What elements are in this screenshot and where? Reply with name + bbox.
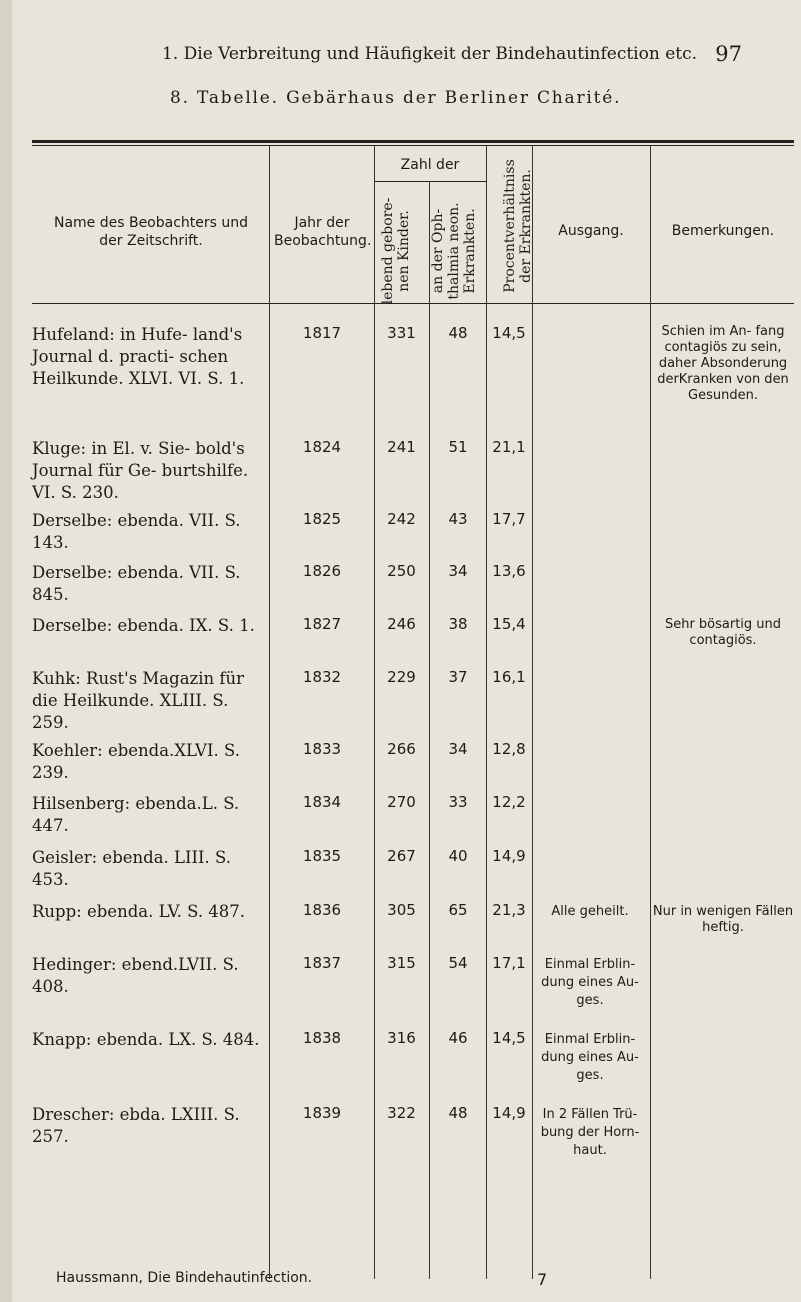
- top-thin-rule: [32, 145, 794, 146]
- percent-cell: 14,9: [492, 1104, 526, 1122]
- sick-cell: 37: [448, 668, 468, 686]
- year-cell: 1835: [302, 847, 342, 865]
- year-cell: 1826: [302, 562, 342, 580]
- sick-cell: 51: [448, 438, 468, 456]
- percent-cell: 17,7: [492, 510, 526, 528]
- percent-cell: 14,5: [492, 1029, 526, 1047]
- observer-source: Hedinger: ebend.LVII. S. 408.: [32, 955, 239, 996]
- born-cell: 229: [387, 668, 416, 686]
- percent-cell: 21,1: [492, 438, 526, 456]
- year-cell: 1825: [302, 510, 342, 528]
- year-cell: 1834: [302, 793, 342, 811]
- observer-source: Koehler: ebenda.XLVI. S. 239.: [32, 741, 240, 782]
- born-cell: 305: [387, 901, 416, 919]
- top-thick-rule: [32, 140, 794, 143]
- observer-source: Drescher: ebda. LXIII. S. 257.: [32, 1105, 240, 1146]
- sick-cell: 33: [448, 793, 468, 811]
- footer-publisher: Haussmann, Die Bindehautinfection.: [56, 1270, 313, 1286]
- born-cell: 246: [387, 615, 416, 633]
- born-cell: 322: [387, 1104, 416, 1122]
- col-divider-percent: [532, 146, 533, 1279]
- outcome-cell: Einmal Erblin- dung eines Au- ges.: [541, 1032, 639, 1083]
- table-title: 8. Tabelle. Gebärhaus der Berliner Charité.: [170, 88, 622, 108]
- footer-signature: 7: [537, 1270, 548, 1289]
- remark-cell: Nur in wenigen Fällen heftig.: [652, 904, 794, 935]
- percent-cell: 14,9: [492, 847, 526, 865]
- observer-source: Geisler: ebenda. LIII. S. 453.: [32, 848, 231, 889]
- percent-cell: 12,8: [492, 740, 526, 758]
- book-page: [12, 0, 801, 1302]
- sick-cell: 48: [448, 1104, 468, 1122]
- year-cell: 1839: [302, 1104, 342, 1122]
- year-cell: 1836: [302, 901, 342, 919]
- observer-source: Kuhk: Rust's Magazin für die Heilkunde. XLIII. S. 259.: [32, 669, 245, 732]
- header-percent: Procentverhältniss der Erkrankten.: [502, 159, 534, 293]
- percent-cell: 13,6: [492, 562, 526, 580]
- born-cell: 315: [387, 954, 416, 972]
- born-cell: 241: [387, 438, 416, 456]
- header-born: lebend gebore- nen Kinder.: [380, 197, 412, 305]
- born-cell: 267: [387, 847, 416, 865]
- born-cell: 270: [387, 793, 416, 811]
- header-remarks: Bemerkungen.: [671, 223, 775, 239]
- sick-cell: 34: [448, 562, 468, 580]
- observer-source: Kluge: in El. v. Sie- bold's Journal für Ge- burtshilfe. VI. S. 230.: [32, 439, 249, 502]
- sick-cell: 34: [448, 740, 468, 758]
- observer-source: Hilsenberg: ebenda.L. S. 447.: [32, 794, 240, 835]
- header-count-group: Zahl der: [400, 157, 460, 173]
- sick-cell: 38: [448, 615, 468, 633]
- born-cell: 250: [387, 562, 416, 580]
- observer-source: Derselbe: ebenda. VII. S. 845.: [32, 563, 241, 604]
- sick-cell: 54: [448, 954, 468, 972]
- percent-cell: 15,4: [492, 615, 526, 633]
- observer-source: Rupp: ebenda. LV. S. 487.: [32, 902, 246, 921]
- header-year: Jahr der Beobachtung.: [274, 215, 372, 249]
- year-cell: 1833: [302, 740, 342, 758]
- percent-cell: 21,3: [492, 901, 526, 919]
- running-head: [162, 44, 762, 68]
- group-header-rule: [374, 181, 486, 182]
- percent-cell: 17,1: [492, 954, 526, 972]
- outcome-cell: Einmal Erblin- dung eines Au- ges.: [541, 957, 639, 1008]
- year-cell: 1824: [302, 438, 342, 456]
- born-cell: 331: [387, 324, 416, 342]
- sick-cell: 65: [448, 901, 468, 919]
- born-cell: 242: [387, 510, 416, 528]
- percent-cell: 12,2: [492, 793, 526, 811]
- observer-source: Derselbe: ebenda. IX. S. 1.: [32, 616, 255, 635]
- observer-source: Hufeland: in Hufe- land's Journal d. practi- schen Heilkunde. XLVI. VI. S. 1.: [32, 325, 245, 388]
- outcome-cell: Alle geheilt.: [551, 904, 629, 919]
- sick-cell: 48: [448, 324, 468, 342]
- year-cell: 1817: [302, 324, 342, 342]
- header-ophthalmia: an der Oph- thalmia neon. Erkrankten.: [430, 202, 478, 300]
- page-number: 97: [715, 42, 742, 66]
- col-divider-outcome: [650, 146, 651, 1279]
- year-cell: 1832: [302, 668, 342, 686]
- header-name: Name des Beobachters und der Zeitschrift.: [53, 215, 249, 249]
- outcome-cell: In 2 Fällen Trü- bung der Horn- haut.: [540, 1107, 640, 1158]
- remark-cell: Schien im An- fang contagiös zu sein, daher Absonderung derKranken von den Gesunden.: [657, 324, 789, 403]
- year-cell: 1837: [302, 954, 342, 972]
- observer-source: Derselbe: ebenda. VII. S. 143.: [32, 511, 241, 552]
- running-head-text: 1. Die Verbreitung und Häufigkeit der Bindehautinfection etc.: [162, 44, 698, 64]
- sick-cell: 46: [448, 1029, 468, 1047]
- sick-cell: 40: [448, 847, 468, 865]
- born-cell: 316: [387, 1029, 416, 1047]
- percent-cell: 14,5: [492, 324, 526, 342]
- observer-source: Knapp: ebenda. LX. S. 484.: [32, 1030, 260, 1049]
- year-cell: 1827: [302, 615, 342, 633]
- percent-cell: 16,1: [492, 668, 526, 686]
- header-outcome: Ausgang.: [558, 223, 624, 239]
- sick-cell: 43: [448, 510, 468, 528]
- remark-cell: Sehr bösartig und contagiös.: [664, 617, 782, 648]
- year-cell: 1838: [302, 1029, 342, 1047]
- born-cell: 266: [387, 740, 416, 758]
